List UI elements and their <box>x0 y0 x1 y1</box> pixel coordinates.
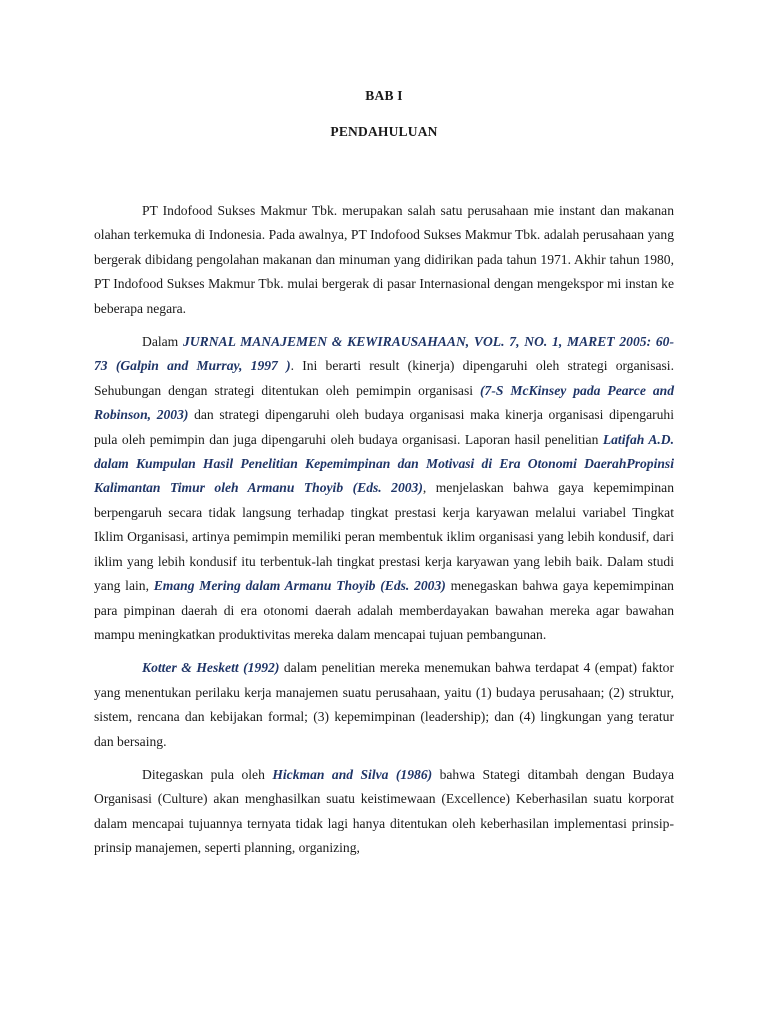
paragraph-text: . Ini berarti result (kinerja) dipengaruhi oleh strategi organisasi. Sehubungan dengan strategi ditentukan oleh pemimpin organisasi <box>94 358 674 398</box>
paragraph <box>94 656 674 754</box>
paragraph-text: bahwa Stategi ditambah dengan Budaya Organisasi (Culture) akan menghasilkan suatu keistimewaan (Excellence) Keberhasilan suatu korporat dalam mencapai tujuannya ternyata tidak lagi hanya ditentukan oleh keberhasilan implementasi prinsip-prinsip manajemen, seperti planning, organizing, <box>94 766 674 856</box>
citation-text: Emang Mering dalam Armanu Thoyib (Eds. 2003) <box>153 578 446 594</box>
document-body <box>94 199 674 870</box>
chapter-heading: BAB I <box>365 88 403 103</box>
chapter-title: PENDAHULUAN <box>330 124 438 139</box>
paragraph-text: , menjelaskan bahwa gaya kepemimpinan berpengaruh secara tidak langsung terhadap tingkat prestasi kerja karyawan melalui variabel Tingkat Iklim Organisasi, artinya pemimpin memiliki peran membentuk iklim organisasi yang lebih kondusif, dari iklim yang lebih kondusif itu terbentuk-lah tingkat prestasi kerja karyawan yang lebih baik. Dalam studi yang lain, <box>94 480 674 594</box>
paragraph-text: dan strategi dipengaruhi oleh budaya organisasi maka kinerja organisasi dipengaruhi pula oleh pemimpin dan juga dipengaruhi oleh budaya organisasi. Laporan hasil penelitian <box>94 407 674 447</box>
paragraph-text: PT Indofood Sukses Makmur Tbk. merupakan salah satu perusahaan mie instant dan makanan olahan terkemuka di Indonesia. Pada awalnya, PT Indofood Sukses Makmur Tbk. adalah perusahaan yang bergerak dibidang pengolahan makanan dan minuman yang didirikan pada tahun 1971. Akhir tahun 1980, PT Indofood Sukses Makmur Tbk. mulai bergerak di pasar Internasional dengan mengekspor mi instan ke beberapa negara. <box>94 203 674 316</box>
paragraph <box>94 199 674 321</box>
citation-text: (7-S McKinsey pada Pearce and Robinson, 2003) <box>94 382 674 423</box>
paragraph-text: Dalam <box>142 334 184 350</box>
citation-text: Latifah A.D. dalam Kumpulan Hasil Penelitian Kepemimpinan dan Motivasi di Era Otonomi DaerahPropinsi Kalimantan Timur oleh Armanu Thoyib (Eds. 2003) <box>94 431 674 496</box>
paragraph-text: menegaskan bahwa gaya kepemimpinan para pimpinan daerah di era otonomi daerah adalah memberdayakan bawahan mereka agar bawahan mampu meningkatkan produktivitas mereka dalam mencapai tujuan pembangunan. <box>94 578 674 642</box>
paragraph-text: dalam penelitian mereka menemukan bahwa terdapat 4 (empat) faktor yang menentukan perilaku kerja manajemen suatu perusahaan, yaitu (1) budaya perusahaan; (2) struktur, sistem, rencana dan kebijakan formal; (3) kepemimpinan (leadership); dan (4) lingkungan yang teratur dan bersaing. <box>94 660 674 749</box>
citation-text: JURNAL MANAJEMEN & KEWIRAUSAHAAN, VOL. 7, NO. 1, MARET 2005: 60- 73 (Galpin and Murray, 1997 ) <box>94 334 674 374</box>
paragraph-text: Ditegaskan pula oleh <box>142 766 273 782</box>
paragraph <box>94 763 674 861</box>
paragraph <box>94 330 674 647</box>
citation-text: Kotter & Heskett (1992) <box>142 660 280 676</box>
citation-text: Hickman and Silva (1986) <box>272 766 433 782</box>
